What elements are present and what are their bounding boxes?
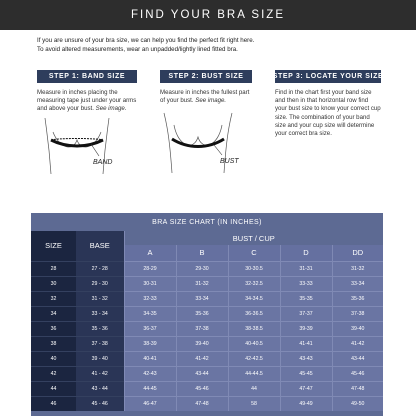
cup-cell: 31-31 [280, 261, 332, 276]
cup-cell: 43-44 [176, 366, 228, 381]
cup-cell: 34-34.5 [228, 291, 280, 306]
cup-cell: 37-38 [176, 321, 228, 336]
intro-line-1: If you are unsure of your bra size, we can help you find the perfect fit right here. [37, 37, 255, 44]
size-cell: 38 [31, 336, 76, 351]
cup-cell: 40-41 [124, 351, 176, 366]
size-cell: 32 [31, 291, 76, 306]
cup-header-a: A [124, 245, 176, 261]
cup-cell: 39-39 [280, 321, 332, 336]
cup-cell: 33-33 [280, 276, 332, 291]
cup-cell: 44-44.5 [228, 366, 280, 381]
table-row [31, 366, 383, 381]
intro-text [37, 37, 387, 54]
base-cell: 37 - 38 [76, 336, 124, 351]
steps-section [0, 70, 416, 208]
intro-line-2: To avoid altered measurements, wear an unpadded/lightly lined fitted bra. [37, 45, 238, 53]
step-1-text [37, 89, 137, 114]
cup-header-d: D [280, 245, 332, 261]
cup-cell: 28-29 [124, 261, 176, 276]
size-table [31, 231, 383, 411]
table-row [31, 306, 383, 321]
cup-cell: 47-48 [332, 381, 383, 396]
step-3-badge: STEP 3: LOCATE YOUR SIZE [275, 70, 381, 83]
size-cell: 30 [31, 276, 76, 291]
cup-header-b: B [176, 245, 228, 261]
cup-cell: 58 [228, 396, 280, 411]
chart-title: BRA SIZE CHART (IN INCHES) [152, 218, 262, 226]
size-cell: 28 [31, 261, 76, 276]
cup-cell: 49-50 [332, 396, 383, 411]
step-3-text: Find in the chart first your band size and then in that horizontal row find your bust size to know your correct cup size. The combination of your band size and your cup size will determine your correct bra size. [275, 89, 381, 138]
base-cell: 39 - 40 [76, 351, 124, 366]
base-cell: 33 - 34 [76, 306, 124, 321]
cup-header-dd: DD [332, 245, 383, 261]
size-cell: 36 [31, 321, 76, 336]
cup-cell: 31-32 [332, 261, 383, 276]
column-header-size: SIZE [31, 231, 76, 261]
size-cell: 40 [31, 351, 76, 366]
bust-figure-label: BUST [220, 158, 239, 166]
cup-cell: 39-40 [176, 336, 228, 351]
step-2-badge: STEP 2: BUST SIZE [160, 70, 252, 83]
step-1-see-image: See image. [95, 105, 127, 113]
cup-cell: 42-42.5 [228, 351, 280, 366]
cup-cell: 47-47 [280, 381, 332, 396]
cup-cell: 40-40.5 [228, 336, 280, 351]
table-row [31, 396, 383, 411]
page-header [0, 0, 416, 30]
cup-cell: 43-43 [280, 351, 332, 366]
column-header-base: BASE [76, 231, 124, 261]
cup-cell: 38-39 [124, 336, 176, 351]
step-1-badge: STEP 1: BAND SIZE [37, 70, 137, 83]
cup-cell: 34-35 [124, 306, 176, 321]
table-row [31, 291, 383, 306]
cup-cell: 36-37 [124, 321, 176, 336]
table-row [31, 336, 383, 351]
cup-cell: 45-46 [176, 381, 228, 396]
step-2-description: Measure in inches the fullest part of your bust. [160, 89, 250, 105]
cup-cell: 35-36 [332, 291, 383, 306]
cup-cell: 37-38 [332, 306, 383, 321]
bust-figure-illustration [160, 105, 252, 175]
size-cell: 44 [31, 381, 76, 396]
cup-cell: 39-40 [332, 321, 383, 336]
base-cell: 27 - 28 [76, 261, 124, 276]
step-bust-size [160, 70, 252, 175]
size-cell: 42 [31, 366, 76, 381]
step-1-description: Measure in inches placing the measuring tape just under your arms and above your bust. [37, 89, 137, 113]
column-header-bust-cup: BUST / CUP [124, 231, 383, 245]
cup-cell: 33-34 [176, 291, 228, 306]
cup-cell: 33-34 [332, 276, 383, 291]
base-cell: 35 - 36 [76, 321, 124, 336]
cup-cell: 41-41 [280, 336, 332, 351]
step-locate-size [272, 70, 384, 138]
table-row [31, 261, 383, 276]
cup-cell: 44 [228, 381, 280, 396]
base-cell: 43 - 44 [76, 381, 124, 396]
base-cell: 41 - 42 [76, 366, 124, 381]
cup-cell: 35-35 [280, 291, 332, 306]
band-figure-label: BAND [93, 158, 113, 166]
cup-cell: 42-43 [124, 366, 176, 381]
cup-cell: 38-38.5 [228, 321, 280, 336]
bra-size-chart [31, 213, 383, 416]
cup-cell: 41-42 [332, 336, 383, 351]
band-figure-illustration [37, 114, 137, 176]
cup-cell: 44-45 [124, 381, 176, 396]
cup-header-c: C [228, 245, 280, 261]
size-cell: 34 [31, 306, 76, 321]
cup-cell: 31-32 [176, 276, 228, 291]
size-rows [31, 261, 383, 411]
step-2-text [160, 89, 252, 105]
cup-cell: 46-47 [124, 396, 176, 411]
cup-cell: 30-31 [124, 276, 176, 291]
base-cell: 29 - 30 [76, 276, 124, 291]
page-title: FIND YOUR BRA SIZE [130, 9, 285, 21]
cup-cell: 45-46 [332, 366, 383, 381]
cup-cell: 43-44 [332, 351, 383, 366]
cup-cell: 37-37 [280, 306, 332, 321]
table-row [31, 381, 383, 396]
table-row [31, 276, 383, 291]
cup-cell: 49-49 [280, 396, 332, 411]
cup-cell: 32-32.5 [228, 276, 280, 291]
cup-cell: 36-36.5 [228, 306, 280, 321]
size-cell: 46 [31, 396, 76, 411]
base-cell: 45 - 46 [76, 396, 124, 411]
cup-cell: 35-36 [176, 306, 228, 321]
step-band-size [37, 70, 137, 176]
cup-cell: 47-48 [176, 396, 228, 411]
cup-cell: 29-30 [176, 261, 228, 276]
cup-cell: 30-30.5 [228, 261, 280, 276]
step-2-see-image: See image. [195, 97, 227, 105]
base-cell: 31 - 32 [76, 291, 124, 306]
cup-cell: 41-42 [176, 351, 228, 366]
cup-cell: 45-45 [280, 366, 332, 381]
table-row [31, 351, 383, 366]
cup-cell: 32-33 [124, 291, 176, 306]
table-row [31, 321, 383, 336]
